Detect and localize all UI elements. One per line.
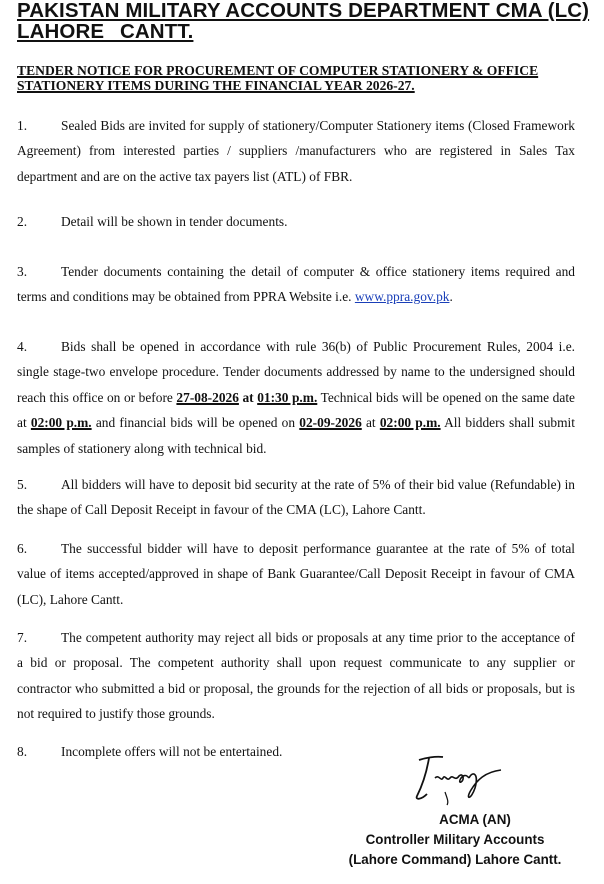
submission-time: 01:30 p.m. [257,389,318,405]
paragraph-4 [17,334,575,461]
paragraph-text: The successful bidder will have to deposit performance guarantee at the rate of 5% of total value of items accepted/approved in shape of Bank Guarantee/Call Deposit Receipt in favour of CMA (LC), Lahore Cantt. [17,541,575,607]
connector-text: at [242,389,254,405]
submission-date: 27-08-2026 [176,389,239,405]
connector-text: at [365,415,376,431]
paragraph-text: Tender documents containing the detail of computer & office stationery items required and terms and conditions may be obtained from PPRA Website i.e. [17,264,575,305]
paragraph-text: and financial bids will be opened on [95,415,296,431]
paragraph-text: All bidders will have to deposit bid security at the rate of 5% of their bid value (Refundable) in the shape of Call Deposit Receipt in favour of the CMA (LC), Lahore Cantt. [17,477,575,518]
signatory-designation: ACMA (AN) [439,812,511,827]
paragraph-text: The competent authority may reject all bids or proposals at any time prior to the acceptance of a bid or proposal. The competent authority shall upon request communicate to any supplier or contractor who submitted a bid or proposal, the grounds for the rejection of all bids or proposals, but is not required to justify those grounds. [17,630,575,722]
paragraph-1 [17,113,575,189]
paragraph-text: Incomplete offers will not be entertained. [61,744,283,759]
paragraph-text: Sealed Bids are invited for supply of stationery/Computer Stationery items (Closed Framework Agreement) from interested parties / suppliers /manufacturers who are registered in Sales Tax department and are on the active tax payers list (ATL) of FBR. [17,118,575,184]
paragraph-text: Technical bids will be opened on the same date at [17,389,575,431]
paragraph-number: 5. [17,477,28,492]
paragraph-number: 6. [17,541,28,556]
tender-subject: TENDER NOTICE FOR PROCUREMENT OF COMPUTER STATIONERY & OFFICE STATIONERY ITEMS DURING THE FINANCIAL YEAR 2026-27. [17,63,539,93]
heading-line-1: PAKISTAN MILITARY ACCOUNTS DEPARTMENT CMA (LC) [17,0,590,22]
signatory-office: Controller Military Accounts [365,832,545,847]
paragraph-text: Detail will be shown in tender documents. [61,214,288,229]
signature-block [330,810,580,870]
department-heading [17,0,597,42]
financial-opening-date: 02-09-2026 [299,415,362,431]
paragraph-2 [17,209,575,234]
heading-line-2: LAHORE CANTT. [17,20,194,43]
paragraph-number: 1. [17,118,28,133]
paragraph-number: 4. [17,339,28,354]
paragraph-number: 8. [17,744,28,759]
paragraph-7 [17,625,575,727]
paragraph-3 [17,259,575,310]
ppra-website-link[interactable]: www.ppra.gov.pk [354,289,450,305]
paragraph-5 [17,472,575,523]
paragraph-number: 3. [17,264,28,279]
paragraph-number: 2. [17,214,28,229]
paragraph-number: 7. [17,630,28,645]
paragraph-text: All bidders shall submit samples of stationery along with technical bid. [17,415,575,456]
paragraph-6 [17,536,575,612]
paragraph-text: Bids shall be opened in accordance with rule 36(b) of Public Procurement Rules, 2004 i.e. single stage-two envelope procedure. Tender documents addressed by name to the undersigned should reach this office on or before [17,339,575,405]
technical-opening-time: 02:00 p.m. [30,415,92,431]
handwritten-signature [405,748,515,808]
financial-opening-time: 02:00 p.m. [379,415,441,431]
paragraph-punctuation: . [449,289,453,305]
signatory-command: (Lahore Command) Lahore Cantt. [348,852,562,867]
